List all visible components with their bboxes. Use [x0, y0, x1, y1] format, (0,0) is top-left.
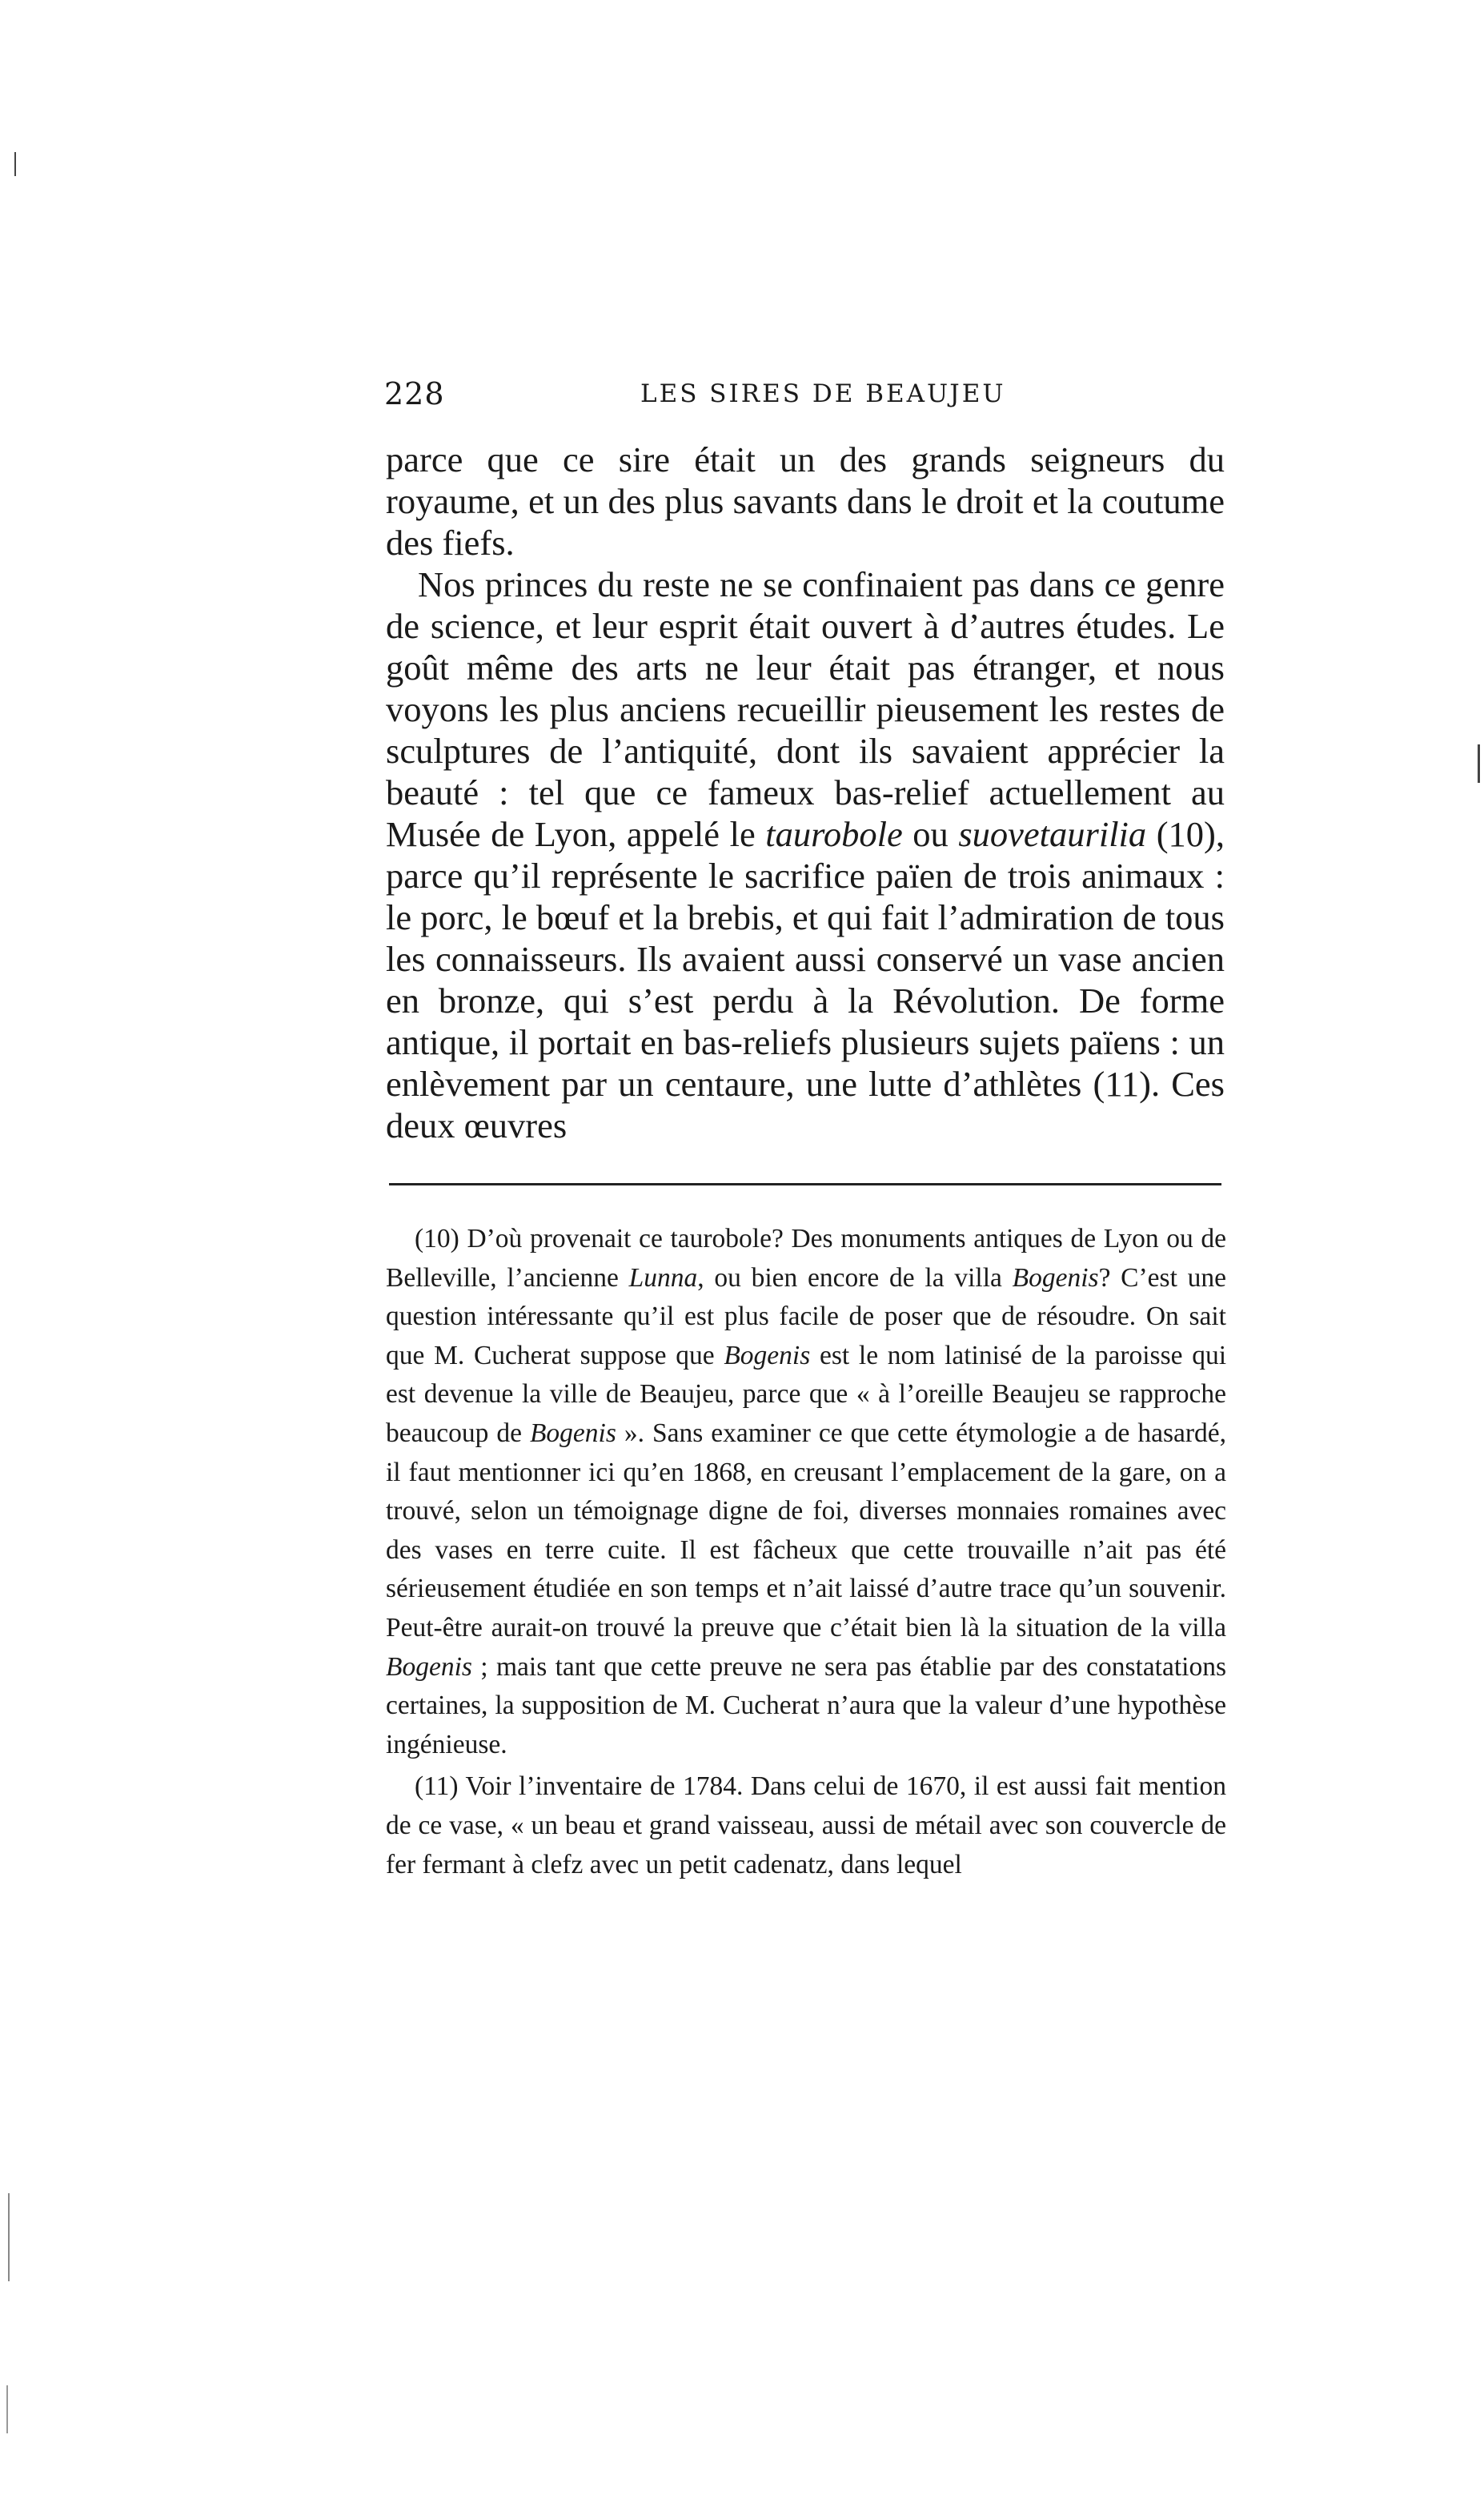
italic-term: taurobole: [765, 814, 903, 854]
scan-mark: [1478, 744, 1480, 783]
footnote-rule: [389, 1183, 1221, 1185]
footnote-11: (11) Voir l’inventaire de 1784. Dans celui de 1670, il est aussi fait mention de ce vase, « un beau et grand vaisseau, aussi de métail avec son couvercle de fer fermant à clefz avec un petit cadenatz, dans lequel: [386, 1771, 1226, 1879]
main-text: [386, 439, 1225, 1146]
footnote-10: (10) D’où provenait ce taurobole? Des monuments antiques de Lyon ou de Belleville, l’ancienne Lunna, ou bien encore de la villa Bogenis? C’est une question intéressante qu’il est plus facile de poser que de résoudre. On sait que M. Cucherat suppose que Bogenis est le nom latinisé de la paroisse qui est devenue la ville de Beaujeu, parce que « à l’oreille Beaujeu se rapproche beaucoup de Bogenis ». Sans examiner ce que cette étymologie a de hasardé, il faut mentionner ici qu’en 1868, en creusant l’emplacement de la gare, on a trouvé, selon un témoignage digne de foi, diverses monnaies romaines avec des vases en terre cuite. Il est fâcheux que cette trouvaille n’ait pas été sérieusement étudiée en son temps et n’ait laissé d’autre trace qu’un souvenir. Peut-être aurait-on trouvé la preuve que c’était bien là la situation de la villa Bogenis ; mais tant que cette preuve ne sera pas établie par des constatations certaines, la supposition de M. Cucherat n’aura que la valeur d’une hypothèse ingénieuse.: [386, 1224, 1227, 1759]
footnotes: [386, 1220, 1226, 1884]
page-number: 228: [384, 376, 445, 411]
paragraph-continued: parce que ce sire était un des grands seigneurs du royaume, et un des plus savants dans le droit et la coutume des fiefs.: [386, 439, 1225, 563]
scan-mark: [14, 152, 16, 176]
running-title: LES SIRES DE BEAUJEU: [640, 379, 1006, 408]
scan-mark: [8, 2193, 10, 2281]
page-header: [384, 376, 1225, 424]
paragraph: Nos princes du reste ne se confinaient pas dans ce genre de science, et leur esprit était ouvert à d’autres études. Le goût même des arts ne leur était pas étranger, et nous voyons les plus anciens recueillir pieusement les restes de sculptures de l’antiquité, dont ils savaient apprécier la beauté : tel que ce fameux bas-relief actuellement au Musée de Lyon, appelé le taurobole ou suovetaurilia (10), parce qu’il représente le sacrifice païen de trois animaux : le porc, le bœuf et la brebis, et qui fait l’admiration de tous les connaisseurs. Ils avaient aussi conservé un vase ancien en bronze, qui s’est perdu à la Révolution. De forme antique, il portait en bas-reliefs plusieurs sujets païens : un enlèvement par un centaure, une lutte d’athlètes (11). Ces deux œuvres: [386, 564, 1225, 1145]
italic-term: suovetaurilia: [958, 814, 1147, 854]
scan-mark: [6, 2385, 8, 2433]
